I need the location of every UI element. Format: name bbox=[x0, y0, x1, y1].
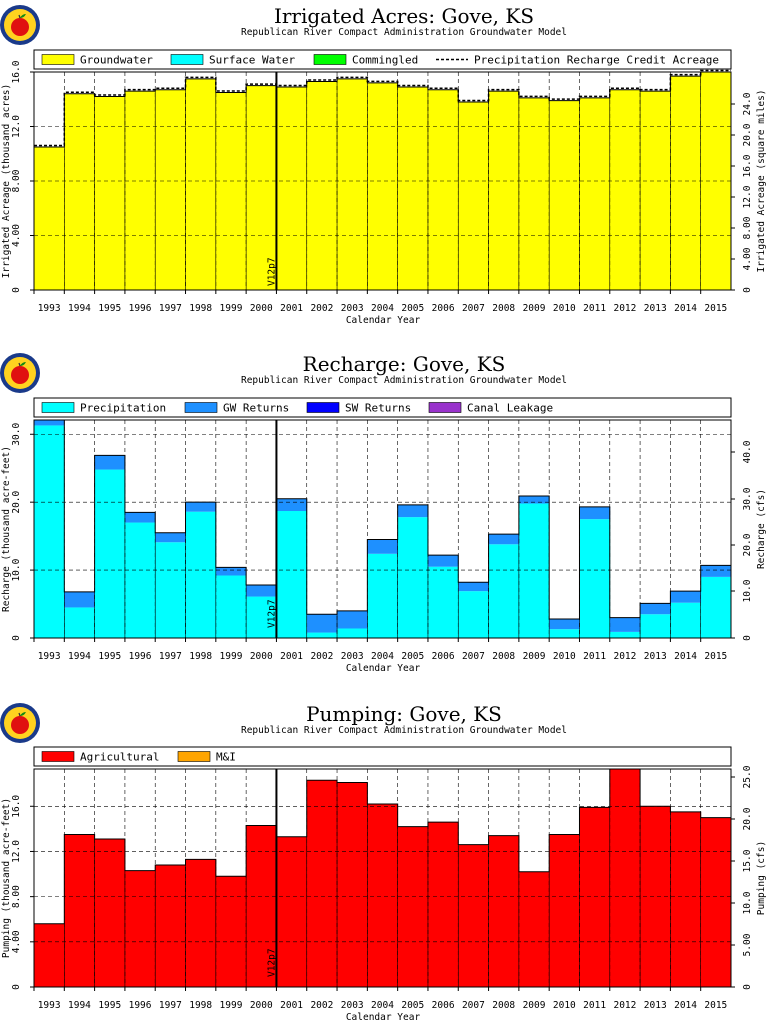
x-tick-label: 2007 bbox=[461, 303, 485, 314]
bar bbox=[216, 576, 247, 638]
x-tick-label: 1996 bbox=[128, 651, 152, 662]
y-tick-label: 30.0 bbox=[11, 422, 22, 446]
x-tick-label: 1999 bbox=[219, 651, 243, 662]
x-tick-label: 2007 bbox=[461, 651, 485, 662]
bar bbox=[64, 835, 95, 987]
bar bbox=[186, 502, 217, 512]
bar bbox=[367, 540, 398, 554]
bar bbox=[367, 83, 398, 290]
x-tick-label: 2014 bbox=[674, 1000, 697, 1011]
bar bbox=[64, 94, 95, 290]
x-tick-label: 2001 bbox=[280, 651, 304, 662]
x-tick-label: 2002 bbox=[310, 651, 334, 662]
bar bbox=[519, 504, 550, 638]
legend-label: Commingled bbox=[352, 53, 419, 67]
x-tick-label: 2008 bbox=[492, 651, 516, 662]
bar bbox=[549, 835, 580, 987]
legend-label: Precipitation bbox=[80, 401, 167, 415]
y2-tick-label: 10.0 bbox=[742, 891, 753, 915]
y-tick-label: 8.00 bbox=[11, 169, 22, 193]
y-tick-label: 0 bbox=[11, 287, 22, 293]
bar bbox=[216, 876, 247, 987]
bar bbox=[489, 91, 520, 290]
bar bbox=[125, 871, 156, 987]
y2-tick-label: 30.0 bbox=[742, 487, 753, 511]
bar bbox=[216, 92, 247, 290]
legend-label: Canal Leakage bbox=[467, 401, 554, 415]
x-tick-label: 2011 bbox=[583, 1000, 607, 1011]
x-tick-label: 2003 bbox=[340, 1000, 364, 1011]
bar bbox=[246, 585, 277, 597]
y2-tick-label: 20.0 bbox=[742, 533, 753, 557]
bar bbox=[428, 90, 459, 290]
y2-tick-label: 25.0 bbox=[742, 765, 753, 789]
x-tick-label: 1994 bbox=[68, 303, 91, 314]
bar bbox=[337, 611, 368, 629]
y-tick-label: 8.00 bbox=[11, 885, 22, 909]
legend-label: Precipitation Recharge Credit Acreage bbox=[474, 53, 720, 67]
x-tick-label: 2015 bbox=[704, 651, 728, 662]
bar bbox=[95, 455, 126, 469]
y2-tick-label: 5.00 bbox=[742, 933, 753, 957]
y2-tick-label: 20.0 bbox=[742, 807, 753, 831]
legend-swatch bbox=[42, 752, 74, 762]
y-axis-title: Recharge (thousand acre-feet) bbox=[1, 446, 12, 612]
bar bbox=[610, 632, 641, 638]
y2-axis-title: Recharge (cfs) bbox=[756, 488, 767, 570]
bar bbox=[95, 97, 126, 290]
bar bbox=[95, 839, 126, 987]
x-tick-label: 2007 bbox=[461, 1000, 485, 1011]
x-tick-label: 1995 bbox=[98, 1000, 122, 1011]
bar bbox=[34, 924, 65, 987]
x-tick-label: 2009 bbox=[522, 1000, 546, 1011]
x-tick-label: 1993 bbox=[37, 651, 61, 662]
chart-title: Pumping: Gove, KS bbox=[306, 702, 502, 726]
bar bbox=[155, 865, 186, 987]
legend-label: Agricultural bbox=[80, 750, 160, 764]
x-tick-label: 2005 bbox=[401, 303, 425, 314]
legend-swatch bbox=[185, 403, 217, 413]
x-tick-label: 2014 bbox=[674, 651, 697, 662]
x-tick-label: 1998 bbox=[189, 651, 213, 662]
version-marker-label: V12p7 bbox=[266, 948, 278, 977]
bar bbox=[276, 837, 307, 987]
x-tick-label: 2011 bbox=[583, 303, 607, 314]
y-tick-label: 16.0 bbox=[11, 60, 22, 84]
bar bbox=[337, 783, 368, 987]
x-tick-label: 2015 bbox=[704, 303, 728, 314]
x-tick-label: 2004 bbox=[371, 303, 394, 314]
y2-tick-label: 24.0 bbox=[742, 92, 753, 116]
x-tick-label: 2006 bbox=[431, 651, 455, 662]
x-tick-label: 2006 bbox=[431, 1000, 455, 1011]
x-tick-label: 1997 bbox=[158, 1000, 182, 1011]
x-tick-label: 1998 bbox=[189, 1000, 213, 1011]
x-tick-label: 2003 bbox=[340, 651, 364, 662]
bar bbox=[125, 91, 156, 290]
bar bbox=[337, 79, 368, 290]
y-tick-label: 16.0 bbox=[11, 794, 22, 818]
bar bbox=[670, 812, 701, 987]
x-tick-label: 2002 bbox=[310, 1000, 334, 1011]
x-tick-label: 2000 bbox=[249, 1000, 273, 1011]
y2-tick-label: 0 bbox=[742, 635, 753, 641]
bar bbox=[458, 582, 489, 591]
y-axis-title: Pumping (thousand acre-feet) bbox=[1, 797, 12, 959]
bar bbox=[428, 555, 459, 567]
x-tick-label: 2013 bbox=[643, 651, 667, 662]
bar bbox=[307, 633, 338, 638]
bar bbox=[34, 147, 65, 290]
x-tick-label: 2013 bbox=[643, 1000, 667, 1011]
bar bbox=[458, 591, 489, 638]
y2-tick-label: 16.0 bbox=[742, 154, 753, 178]
x-tick-label: 2010 bbox=[552, 1000, 576, 1011]
x-tick-label: 2012 bbox=[613, 303, 637, 314]
y-axis-title: Irrigated Acreage (thousand acres) bbox=[1, 83, 12, 279]
y2-tick-label: 15.0 bbox=[742, 849, 753, 873]
bar bbox=[549, 619, 580, 629]
y2-tick-label: 20.0 bbox=[742, 123, 753, 147]
legend-swatch bbox=[42, 403, 74, 413]
x-tick-label: 1994 bbox=[68, 1000, 91, 1011]
x-tick-label: 2009 bbox=[522, 303, 546, 314]
bar bbox=[155, 90, 186, 290]
bar bbox=[64, 592, 95, 608]
legend-swatch bbox=[42, 55, 74, 65]
bar bbox=[428, 822, 459, 987]
y-tick-label: 4.00 bbox=[11, 930, 22, 954]
legend-swatch bbox=[171, 55, 203, 65]
bar bbox=[307, 780, 338, 987]
y2-tick-label: 12.0 bbox=[742, 185, 753, 209]
legend-label: M&I bbox=[216, 750, 236, 764]
x-tick-label: 2012 bbox=[613, 1000, 637, 1011]
logo-icon bbox=[0, 353, 40, 393]
bar bbox=[34, 425, 65, 638]
x-tick-label: 2013 bbox=[643, 303, 667, 314]
bar bbox=[155, 533, 186, 543]
bar bbox=[549, 629, 580, 638]
bar bbox=[701, 565, 732, 577]
x-tick-label: 2000 bbox=[249, 303, 273, 314]
x-tick-label: 1993 bbox=[37, 1000, 61, 1011]
version-marker-label: V12p7 bbox=[266, 599, 278, 628]
y-tick-label: 12.0 bbox=[11, 840, 22, 863]
chart-title: Recharge: Gove, KS bbox=[302, 352, 506, 376]
apple-shape bbox=[11, 716, 29, 734]
bar bbox=[398, 827, 429, 987]
y-tick-label: 10.0 bbox=[11, 558, 22, 582]
x-tick-label: 2004 bbox=[371, 651, 394, 662]
chart-subtitle: Republican River Compact Administration Groundwater Model bbox=[240, 725, 568, 736]
legend-label: SW Returns bbox=[345, 401, 412, 415]
bar bbox=[64, 607, 95, 638]
x-tick-label: 1995 bbox=[98, 303, 122, 314]
x-tick-label: 2002 bbox=[310, 303, 334, 314]
bar bbox=[125, 512, 156, 522]
y2-tick-label: 8.00 bbox=[742, 216, 753, 240]
bar bbox=[670, 76, 701, 290]
bar bbox=[307, 82, 338, 290]
legend-label: GW Returns bbox=[223, 401, 290, 415]
bar bbox=[579, 807, 610, 987]
x-tick-label: 2001 bbox=[280, 1000, 304, 1011]
x-tick-label: 1997 bbox=[158, 651, 182, 662]
legend-swatch bbox=[307, 403, 339, 413]
bar bbox=[519, 872, 550, 987]
chart-panel-2 bbox=[1, 352, 767, 674]
y2-axis-title: Irrigated Acreage (square miles) bbox=[756, 89, 767, 273]
y2-tick-label: 40.0 bbox=[742, 440, 753, 464]
bar bbox=[125, 523, 156, 638]
bar bbox=[701, 577, 732, 638]
x-tick-label: 2008 bbox=[492, 303, 516, 314]
bar bbox=[186, 512, 217, 638]
x-tick-label: 1998 bbox=[189, 303, 213, 314]
x-tick-label: 2006 bbox=[431, 303, 455, 314]
bar bbox=[307, 614, 338, 632]
x-tick-label: 1996 bbox=[128, 303, 152, 314]
version-marker-label: V12p7 bbox=[266, 257, 278, 286]
bar bbox=[186, 79, 217, 290]
x-tick-label: 1999 bbox=[219, 303, 243, 314]
x-axis-title: Calendar Year bbox=[345, 663, 421, 674]
y2-axis-title: Pumping (cfs) bbox=[756, 840, 767, 916]
x-tick-label: 2003 bbox=[340, 303, 364, 314]
x-axis-title: Calendar Year bbox=[345, 315, 421, 326]
bar bbox=[579, 507, 610, 519]
bar bbox=[367, 804, 398, 987]
chart-subtitle: Republican River Compact Administration Groundwater Model bbox=[240, 27, 568, 38]
bar bbox=[610, 90, 641, 290]
bar bbox=[276, 511, 307, 638]
x-tick-label: 2001 bbox=[280, 303, 304, 314]
bar bbox=[670, 603, 701, 638]
bar bbox=[670, 591, 701, 603]
bar bbox=[458, 845, 489, 987]
x-tick-label: 2000 bbox=[249, 651, 273, 662]
x-tick-label: 1997 bbox=[158, 303, 182, 314]
y-tick-label: 4.00 bbox=[11, 224, 22, 247]
bar bbox=[155, 542, 186, 638]
bar bbox=[489, 544, 520, 638]
bar bbox=[428, 567, 459, 638]
legend-label: Groundwater bbox=[80, 53, 153, 67]
bar bbox=[458, 102, 489, 290]
logo-icon bbox=[0, 5, 40, 45]
bar bbox=[640, 614, 671, 638]
apple-shape bbox=[11, 366, 29, 384]
x-tick-label: 1995 bbox=[98, 651, 122, 662]
bar bbox=[95, 470, 126, 638]
x-axis-title: Calendar Year bbox=[345, 1012, 421, 1023]
bar bbox=[610, 618, 641, 632]
bar bbox=[489, 534, 520, 544]
legend-swatch bbox=[314, 55, 346, 65]
x-tick-label: 2004 bbox=[371, 1000, 394, 1011]
bar bbox=[549, 101, 580, 290]
x-tick-label: 2010 bbox=[552, 651, 576, 662]
x-tick-label: 2008 bbox=[492, 1000, 516, 1011]
logo-icon bbox=[0, 703, 40, 743]
x-tick-label: 1999 bbox=[219, 1000, 243, 1011]
bar bbox=[398, 517, 429, 638]
y-tick-label: 20.0 bbox=[11, 490, 22, 514]
x-tick-label: 2011 bbox=[583, 651, 607, 662]
bar bbox=[701, 818, 732, 987]
bar bbox=[216, 567, 247, 575]
chart-panel-3 bbox=[1, 702, 767, 1023]
y2-tick-label: 0 bbox=[742, 984, 753, 990]
bar bbox=[276, 87, 307, 290]
x-tick-label: 2015 bbox=[704, 1000, 728, 1011]
chart-panel-1 bbox=[1, 4, 767, 326]
x-tick-label: 2010 bbox=[552, 303, 576, 314]
legend-label: Surface Water bbox=[209, 53, 296, 67]
x-tick-label: 2005 bbox=[401, 651, 425, 662]
apple-shape bbox=[11, 18, 29, 36]
chart-subtitle: Republican River Compact Administration Groundwater Model bbox=[240, 375, 568, 386]
x-tick-label: 2009 bbox=[522, 651, 546, 662]
y2-tick-label: 10.0 bbox=[742, 579, 753, 603]
x-tick-label: 1993 bbox=[37, 303, 61, 314]
bar bbox=[186, 859, 217, 987]
bar bbox=[640, 603, 671, 614]
bar bbox=[398, 505, 429, 517]
bar bbox=[337, 628, 368, 638]
bar bbox=[610, 769, 641, 987]
bar bbox=[34, 420, 65, 425]
x-tick-label: 2012 bbox=[613, 651, 637, 662]
bar bbox=[579, 519, 610, 638]
x-tick-label: 2005 bbox=[401, 1000, 425, 1011]
bar bbox=[276, 499, 307, 511]
y-tick-label: 12.0 bbox=[11, 115, 22, 138]
bar bbox=[398, 87, 429, 290]
y2-tick-label: 4.00 bbox=[742, 247, 753, 271]
y-tick-label: 0 bbox=[11, 635, 22, 641]
bar bbox=[489, 836, 520, 987]
y2-tick-label: 0 bbox=[742, 287, 753, 293]
bar bbox=[367, 554, 398, 638]
legend-swatch bbox=[178, 752, 210, 762]
x-tick-label: 2014 bbox=[674, 303, 697, 314]
legend-swatch bbox=[429, 403, 461, 413]
y-tick-label: 0 bbox=[11, 984, 22, 990]
chart-title: Irrigated Acres: Gove, KS bbox=[273, 4, 535, 28]
x-tick-label: 1994 bbox=[68, 651, 91, 662]
x-tick-label: 1996 bbox=[128, 1000, 152, 1011]
bar bbox=[640, 91, 671, 290]
